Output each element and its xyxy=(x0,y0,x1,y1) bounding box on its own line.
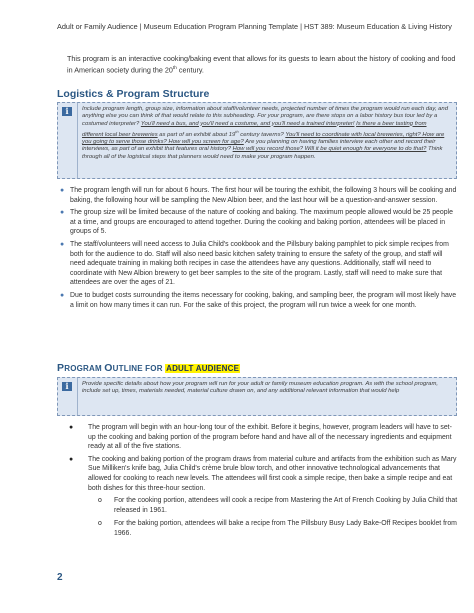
bullet-icon: ● xyxy=(60,291,65,299)
logistics-bullet-list xyxy=(57,186,459,313)
instr-underlined: You'll need to coordinate with local breweries, right? How are you going to serve those drinks? How will you screen for age? xyxy=(82,131,445,146)
logistics-instruction-box xyxy=(57,102,457,179)
heading-smallcaps: ROGRAM xyxy=(64,364,105,373)
heading-initial: P xyxy=(57,362,65,374)
info-icon-cell xyxy=(58,103,78,178)
instr-underlined: How will you record those? Will it be quiet enough for everyone to do that? xyxy=(232,146,427,153)
instr-superscript: th xyxy=(235,128,239,134)
bullet-icon: ● xyxy=(60,187,65,194)
outline-instruction-box xyxy=(57,377,457,416)
info-icon: i xyxy=(62,107,72,116)
instr-text: century taverns? xyxy=(238,131,286,138)
list-item xyxy=(57,186,459,205)
logistics-heading: Logistics & Program Structure xyxy=(57,88,210,100)
intro-paragraph xyxy=(67,54,457,75)
page-header: Adult or Family Audience | Museum Education Program Planning Template | HST 389: Museum Education & Living History xyxy=(57,22,452,31)
list-item xyxy=(67,455,459,539)
list-item xyxy=(57,240,459,288)
list-item-text: The staff/volunteers will need access to Julia Child's cookbook and the Pillsbury baking pamphlet to pick simple recipes from both for the audience to do. Staff will also need basic kitchen safety training to ensure the safety of the group, and staff will need adequate training in making both recipes in case the attendees have any questions. Additionally, staff will need to coordinate with New Albion brewery to get beer samples to the site of the program. Lastly, staff will need to make sure that attendees are over the ages of 21. xyxy=(70,240,449,287)
heading-initial: O xyxy=(104,362,113,374)
heading-smallcaps: UTLINE FOR xyxy=(112,364,166,373)
list-item-text: Due to budget costs surrounding the items necessary for cooking, baking, and sampling beer, the program will most likely have a limit on how many times it can run. For the sake of this project, the program will run twice a week for one month. xyxy=(70,291,457,309)
bullet-icon: ● xyxy=(69,424,74,431)
sub-bullet-icon: o xyxy=(98,520,102,528)
outline-sub-list xyxy=(88,496,459,538)
page-number: 2 xyxy=(57,572,63,583)
intro-text: This program is an interactive cooking/baking event that allows for its guests to learn about the history of cooking and food in American society during the 20 xyxy=(67,54,456,74)
logistics-instructions xyxy=(82,106,448,161)
list-item-text: The cooking and baking portion of the program draws from material culture and artifacts from the exhibition such as Mary Sue Milliken's knife bag, Julia Child's crème brule blow torch, and other innovative technological advancements that allowed for cooking to reach new levels. The attendees will first cook a simple recipe, then bake a simple recipe and eat both dishes for this three-hour section. xyxy=(88,455,457,492)
list-item-text: The group size will be limited because of the nature of cooking and baking. The maximum people allowed would be 25 people at a time, and groups are encouraged to attend together. During the cooking and baking portion, attendees will be placed in groups of 5. xyxy=(70,209,453,236)
bullet-icon: ● xyxy=(69,455,74,463)
bullet-icon: ● xyxy=(60,209,65,217)
instr-text: Think through all of the logistical steps that planners would need to make your program happen. xyxy=(82,146,443,160)
intro-text-end: century. xyxy=(176,64,204,74)
outline-instructions: Provide specific details about how your program will run for your adult or family museum education program. As with the school program, include set up, times, materials needed, material culture drawn on, and any additional relevant information that would help xyxy=(82,381,438,395)
list-item xyxy=(57,291,459,310)
instr-underlined: Is there a beer tasting from different local beer breweries xyxy=(82,120,427,138)
list-item xyxy=(67,423,459,452)
sub-bullet-icon: o xyxy=(98,497,102,505)
instr-underlined: You'll need a bus, and you'll need a costume, and you'll need a trained interpreter! xyxy=(140,120,355,127)
heading-highlight: ADULT AUDIENCE xyxy=(166,364,240,373)
info-icon-cell xyxy=(58,378,78,415)
list-item-text: The program length will run for about 6 hours. The first hour will be touring the exhibit, the following 3 hours will be cooking and baking, the following hour will be sampling the New Albion beer, and the last hour will be a question-and-answer session. xyxy=(70,187,457,204)
list-item-text: The program will begin with an hour-long tour of the exhibit. Before it begins, however, program leaders will have to set-up the cooking and baking portion of the program before hand and have all of the necessary ingredients and equipment ready at all of the five stations. xyxy=(88,424,452,451)
list-item xyxy=(57,208,459,237)
sub-list-item-text: For the cooking portion, attendees will cook a recipe from Mastering the Art of French Cooking by Julia Child that released in 1961. xyxy=(114,497,458,514)
sub-list-item-text: For the baking portion, attendees will bake a recipe from The Pillsbury Busy Lady Bake-Off Recipes booklet from 1966. xyxy=(114,520,457,537)
info-icon: i xyxy=(62,382,72,391)
sub-list-item xyxy=(88,496,459,515)
outline-bullet-list xyxy=(67,423,459,543)
bullet-icon: ● xyxy=(60,240,65,248)
program-outline-heading xyxy=(57,362,240,374)
instr-text: Include program length, group size, information about staff/volunteer needs, projected number of times the program would run each day, and anything else you can think of that would relate to this subheading. For your program, are there stops on a labor history bus tour led by a costumed interpreter? xyxy=(82,106,448,127)
instr-text: as part of an exhibit about 19 xyxy=(157,131,236,138)
instr-text: Are you planning on having families interview each other and record their interviews, as part of an exhibit that features oral history? xyxy=(82,139,436,153)
sub-list-item xyxy=(88,519,459,538)
intro-superscript: th xyxy=(172,65,177,71)
